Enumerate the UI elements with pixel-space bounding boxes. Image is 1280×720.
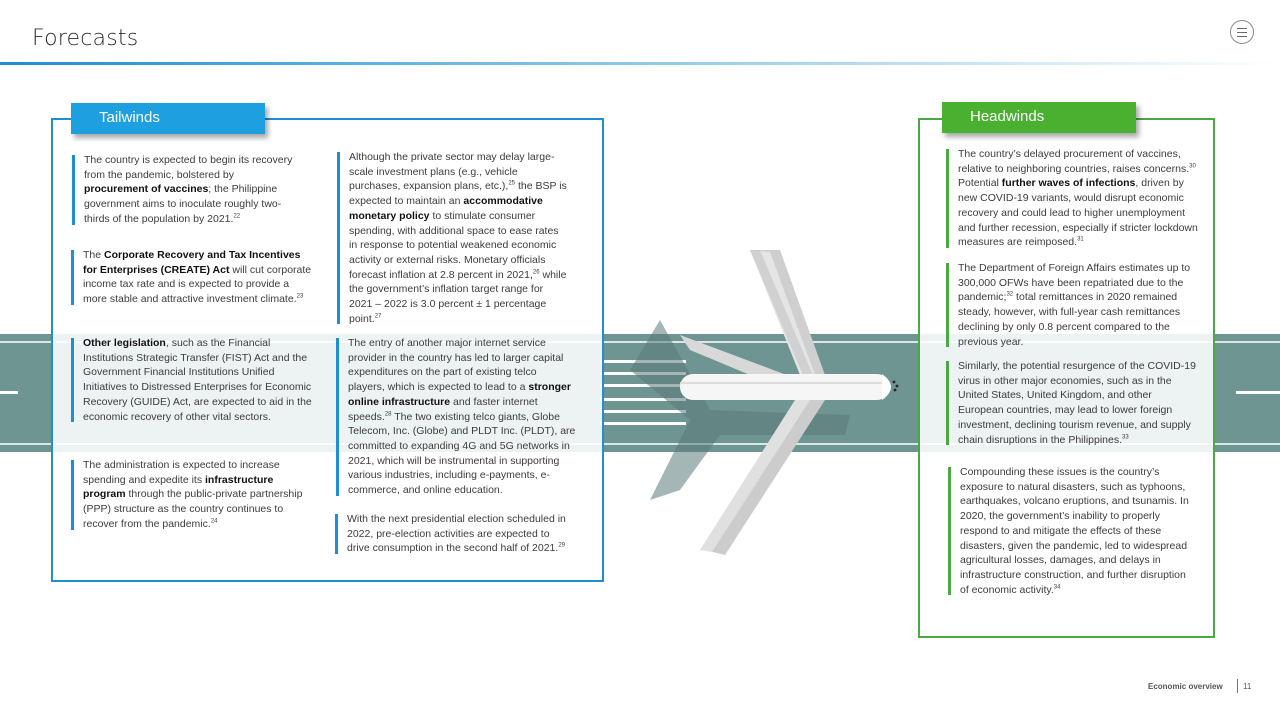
emphasis-text: stronger online infrastructure	[348, 381, 571, 408]
footnote-ref: 29	[558, 542, 565, 549]
emphasis-text: further waves of infections	[1001, 177, 1136, 190]
body-text: The administration is expected to increase spending and expedite its	[83, 459, 280, 486]
body-text: The two existing telco giants, Globe Telecom, Inc. (Globe) and PLDT Inc. (PLDT), are committed to expanding 4G and 5G networks in 2021, which will be instrumental in supporting various industries, including e-payments, e-commerce, and online education.	[348, 410, 576, 497]
body-text: Although the private sector may delay large-scale investment plans (e.g., vehicle purchases, expansion plans, etc.),	[349, 151, 555, 193]
accent-bar	[946, 149, 949, 248]
headwinds-heading: Headwinds	[942, 102, 1136, 133]
airplane-illustration	[600, 250, 930, 560]
tailwind-item	[335, 512, 567, 556]
body-text: , driven by new COVID-19 variants, would disrupt economic recovery and could lead to higher unemployment and further recession, especially if stricter lockdown measures are reimposed.	[958, 177, 1198, 249]
accent-bar	[336, 338, 339, 496]
page-title: Forecasts	[32, 26, 139, 51]
page-number: 11	[1243, 682, 1252, 691]
footnote-ref: 22	[233, 213, 241, 220]
body-text: Potential	[958, 177, 1002, 190]
emphasis-text: infrastructure program	[83, 473, 274, 501]
footnote-ref: 34	[1053, 584, 1061, 591]
footnote-ref: 31	[1077, 236, 1084, 243]
tailwind-item	[71, 458, 315, 532]
body-text: ; the Philippine government aims to inoculate roughly two-thirds of the population by 2021.	[84, 183, 282, 225]
accent-bar	[71, 460, 74, 530]
tailwind-item	[336, 336, 576, 498]
footnote-ref: 32	[1006, 291, 1014, 298]
body-text: will cut corporate income tax rate and is expected to provide a more stable and attractive investment climate.	[83, 263, 312, 306]
headwind-item	[946, 261, 1198, 349]
accent-bar	[71, 250, 74, 305]
body-text: through the public-private partnership (PPP) structure as the country continues to recover from the pandemic.	[83, 488, 303, 530]
accent-bar	[948, 467, 951, 595]
footnote-ref: 26	[532, 269, 540, 276]
body-text: , such as the Financial Institutions Strategic Transfer (FIST) Act and the Government Financial Institutions Unified Initiatives to Distressed Enterprises for Economic Recovery (GUIDE) Act, are expected to aid in the economic recovery of other vital sectors.	[83, 337, 312, 423]
tailwind-item	[337, 150, 569, 326]
emphasis-text: accommodative monetary policy	[349, 195, 543, 222]
tailwind-item	[72, 153, 300, 227]
footnote-ref: 24	[210, 518, 218, 525]
accent-bar	[335, 514, 338, 554]
accent-bar	[946, 361, 949, 445]
body-text: With the next presidential election scheduled in 2022, pre-election activities are expected to drive consumption in the second half of 2021.	[347, 513, 566, 555]
body-text: while the government’s inflation target range for 2021 – 2022 is 3.0 percent ± 1 percentage point.	[349, 268, 567, 325]
body-text: The Department of Foreign Affairs estimates up to 300,000 OFWs have been repatriated due to the pandemic;	[958, 262, 1191, 304]
emphasis-text: Other legislation	[83, 337, 166, 349]
headwind-item	[946, 147, 1198, 250]
headwind-item	[946, 359, 1198, 447]
body-text: The country is expected to begin its recovery from the pandemic, bolstered by	[84, 154, 293, 181]
body-text: The entry of another major internet service provider in the country has led to larger capital expenditures on the part of existing telco players, which is expected to lead to a	[348, 337, 564, 394]
headwind-item	[948, 465, 1194, 597]
footnote-ref: 33	[1122, 434, 1129, 441]
accent-bar	[72, 155, 75, 225]
footnote-ref: 25	[508, 180, 516, 187]
tailwinds-heading: Tailwinds	[71, 103, 265, 134]
footer-section-label: Economic overview	[1148, 682, 1223, 691]
footnote-ref: 30	[1189, 163, 1196, 170]
accent-bar	[337, 152, 340, 324]
body-text: to stimulate consumer spending, with additional space to ease rates in response to potential weakened economic activity or external risks. Monetary officials forecast inflation at 2.8 percent in 2021,	[349, 209, 559, 281]
accent-bar	[946, 263, 949, 347]
footnote-ref: 27	[374, 313, 382, 320]
body-text: Similarly, the potential resurgence of the COVID-19 virus in other major economies, such as in the United States, United Kingdom, and other European countries, may lead to lower foreign investment, declining tourism revenue, and supply chain disruptions in the Philippines.	[958, 360, 1196, 446]
body-text: the BSP is expected to maintain an	[349, 180, 567, 208]
tailwind-item	[71, 336, 315, 424]
menu-icon[interactable]	[1230, 20, 1254, 44]
tailwind-item	[71, 248, 315, 307]
body-text: The country’s delayed procurement of vaccines, relative to neighboring countries, raises concerns.	[958, 148, 1190, 175]
title-underline	[0, 62, 1280, 65]
footnote-ref: 23	[296, 293, 304, 300]
footnote-ref: 28	[384, 411, 392, 418]
footer-divider	[1237, 679, 1238, 693]
body-text: and faster internet speeds.	[348, 395, 538, 423]
body-text: total remittances in 2020 remained steady, however, with full-year cash remittances declining by only 0.8 percent compared to the previous year.	[958, 291, 1181, 348]
emphasis-text: procurement of vaccines	[84, 183, 209, 196]
body-text: The	[83, 249, 105, 261]
emphasis-text: Corporate Recovery and Tax Incentives for Enterprises (CREATE) Act	[83, 249, 301, 276]
accent-bar	[71, 338, 74, 422]
body-text: Compounding these issues is the country’s exposure to natural disasters, such as typhoons, earthquakes, volcano eruptions, and tsunamis. In 2020, the government’s inability to properly respond to and mitigate the effects of these disasters, given the pandemic, led to widespread agricultural losses, damages, and delays in infrastructure construction, and further disruption of economic activity.	[960, 466, 1189, 596]
